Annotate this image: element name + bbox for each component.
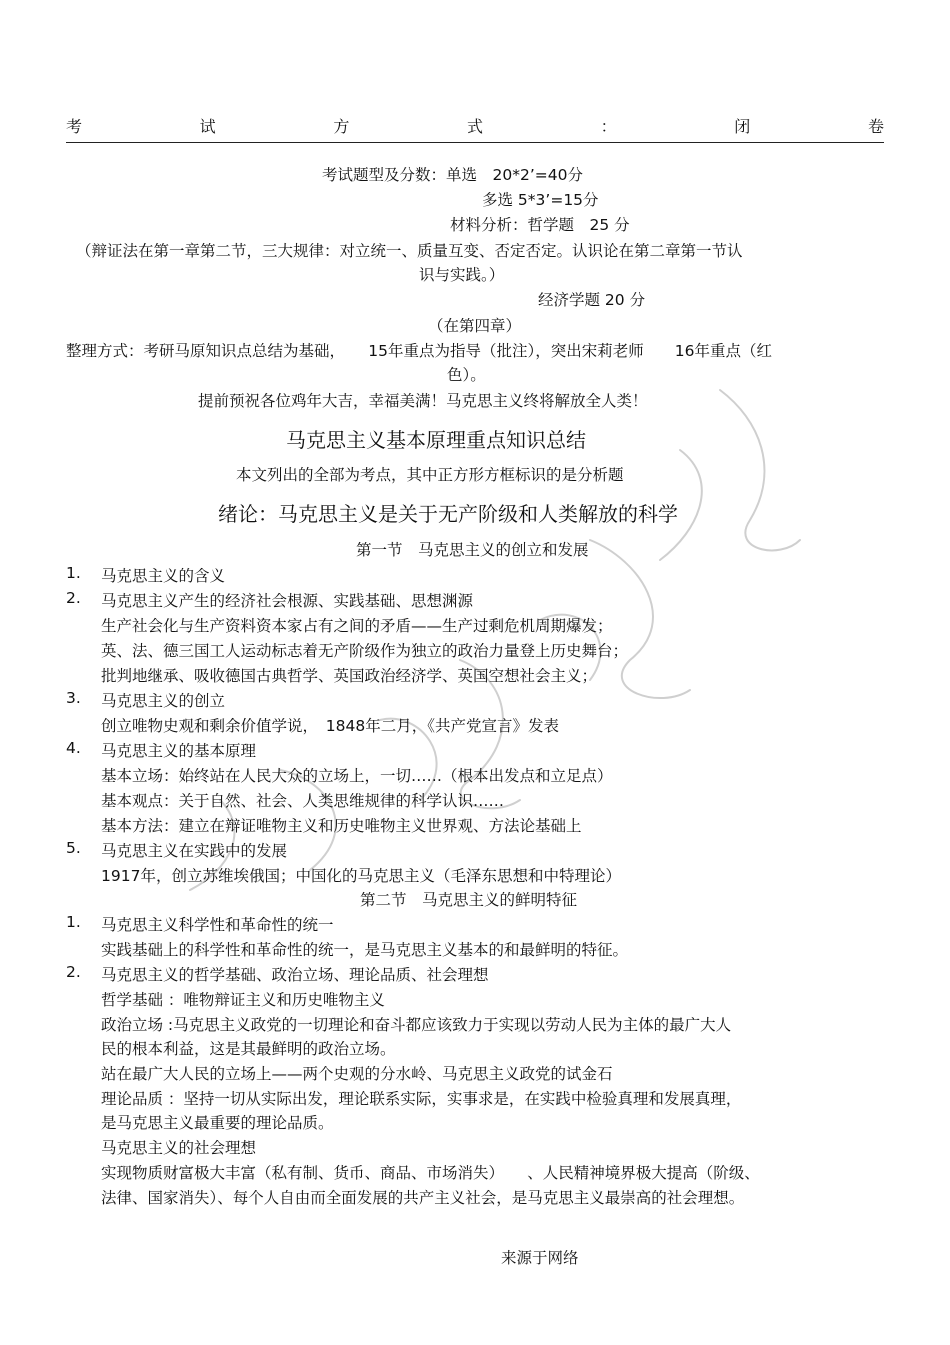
list-item: 生产社会化与生产资料资本家占有之间的矛盾——生产过剩危机周期爆发； bbox=[101, 617, 613, 635]
list-item: 马克思主义的社会理想 bbox=[101, 1139, 257, 1157]
list-item: 马克思主义的基本原理 bbox=[101, 742, 257, 760]
list-item: 马克思主义的创立 bbox=[101, 692, 226, 710]
list-item: 马克思主义科学性和革命性的统一 bbox=[101, 916, 334, 934]
document-subtitle: 本文列出的全部为考点，其中正方形方框标识的是分析题 bbox=[236, 466, 624, 484]
exam-types-line: 考试题型及分数：单选 20*2’=40分 bbox=[322, 166, 583, 184]
list-number: 2. bbox=[66, 589, 81, 607]
list-number: 4. bbox=[66, 739, 81, 757]
list-item: 理论品质 ：坚持一切从实际出发，理论联系实际，实事求是，在实践中检验真理和发展真理， bbox=[101, 1090, 742, 1108]
list-item: 创立唯物史观和剩余价值学说， 1848年二月，《共产党宣言》发表 bbox=[101, 717, 559, 735]
exam-mode-header bbox=[66, 114, 884, 140]
material-analysis-line: 材料分析：哲学题 25 分 bbox=[450, 216, 630, 234]
list-number: 2. bbox=[66, 963, 81, 981]
list-item: 马克思主义在实践中的发展 bbox=[101, 842, 288, 860]
economics-line: 经济学题 20 分 bbox=[538, 291, 646, 309]
list-item: 政治立场 :马克思主义政党的一切理论和奋斗都应该致力于实现以劳动人民为主体的最广大人 bbox=[101, 1016, 732, 1034]
new-year-greeting: 提前预祝各位鸡年大吉，幸福美满！马克思主义终将解放全人类！ bbox=[198, 392, 648, 410]
chapter-heading: 绪论：马克思主义是关于无产阶级和人类解放的科学 bbox=[218, 502, 678, 526]
list-item: 基本观点：关于自然、社会、人类思维规律的科学认识…… bbox=[101, 792, 505, 810]
list-number: 3. bbox=[66, 689, 81, 707]
chapter-four-note: （在第四章） bbox=[428, 317, 522, 335]
header-char: 方 bbox=[333, 117, 350, 136]
section-1-title: 第一节 马克思主义的创立和发展 bbox=[356, 541, 589, 559]
list-item: 基本方法：建立在辩证唯物主义和历史唯物主义世界观、方法论基础上 bbox=[101, 817, 582, 835]
list-item: 批判地继承、吸收德国古典哲学、英国政治经济学、英国空想社会主义； bbox=[101, 667, 598, 685]
source-footer: 来源于网络 bbox=[501, 1249, 579, 1267]
header-char: 卷 bbox=[867, 117, 884, 136]
list-item: 实践基础上的科学性和革命性的统一，是马克思主义基本的和最鲜明的特征。 bbox=[101, 941, 629, 959]
list-item: 马克思主义的含义 bbox=[101, 567, 226, 585]
list-item: 1917年，创立苏维埃俄国；中国化的马克思主义（毛泽东思想和中特理论） bbox=[101, 867, 621, 885]
list-item: 英、法、德三国工人运动标志着无产阶级作为独立的政治力量登上历史舞台； bbox=[101, 642, 629, 660]
header-divider bbox=[66, 142, 884, 143]
header-char: ： bbox=[600, 117, 617, 136]
list-item: 民的根本利益，这是其最鲜明的政治立场。 bbox=[101, 1040, 396, 1058]
header-char: 试 bbox=[199, 117, 216, 136]
multiple-choice-line: 多选 5*3’=15分 bbox=[482, 191, 599, 209]
list-item: 马克思主义的哲学基础、政治立场、理论品质、社会理想 bbox=[101, 966, 489, 984]
document-title: 马克思主义基本原理重点知识总结 bbox=[286, 428, 586, 452]
dialectics-note-cont: 识与实践。） bbox=[419, 266, 505, 284]
list-number: 1. bbox=[66, 564, 81, 582]
list-number: 1. bbox=[66, 913, 81, 931]
list-item: 实现物质财富极大丰富（私有制、货币、商品、市场消失） 、人民精神境界极大提高（阶级、 bbox=[101, 1164, 760, 1182]
list-item: 站在最广大人民的立场上——两个史观的分水岭、马克思主义政党的试金石 bbox=[101, 1065, 613, 1083]
header-char: 式 bbox=[466, 117, 483, 136]
list-item: 基本立场：始终站在人民大众的立场上，一切……（根本出发点和立足点） bbox=[101, 767, 613, 785]
list-item: 哲学基础 ：唯物辩证主义和历史唯物主义 bbox=[101, 991, 385, 1009]
list-item: 法律、国家消失）、每个人自由而全面发展的共产主义社会，是马克思主义最崇高的社会理想。 bbox=[101, 1189, 745, 1207]
list-number: 5. bbox=[66, 839, 81, 857]
organization-method-cont: 色）。 bbox=[447, 366, 486, 384]
list-item: 是马克思主义最重要的理论品质。 bbox=[101, 1114, 334, 1132]
dialectics-note: （辩证法在第一章第二节，三大规律：对立统一、质量互变、否定否定。认识论在第二章第一节认 bbox=[76, 242, 743, 260]
header-char: 闭 bbox=[734, 117, 751, 136]
organization-method: 整理方式：考研马原知识点总结为基础， 15年重点为指导（批注），突出宋莉老师 16年重点（红 bbox=[66, 342, 772, 360]
section-2-title: 第二节 马克思主义的鲜明特征 bbox=[360, 891, 578, 909]
header-char: 考 bbox=[66, 117, 83, 136]
list-item: 马克思主义产生的经济社会根源、实践基础、思想渊源 bbox=[101, 592, 474, 610]
